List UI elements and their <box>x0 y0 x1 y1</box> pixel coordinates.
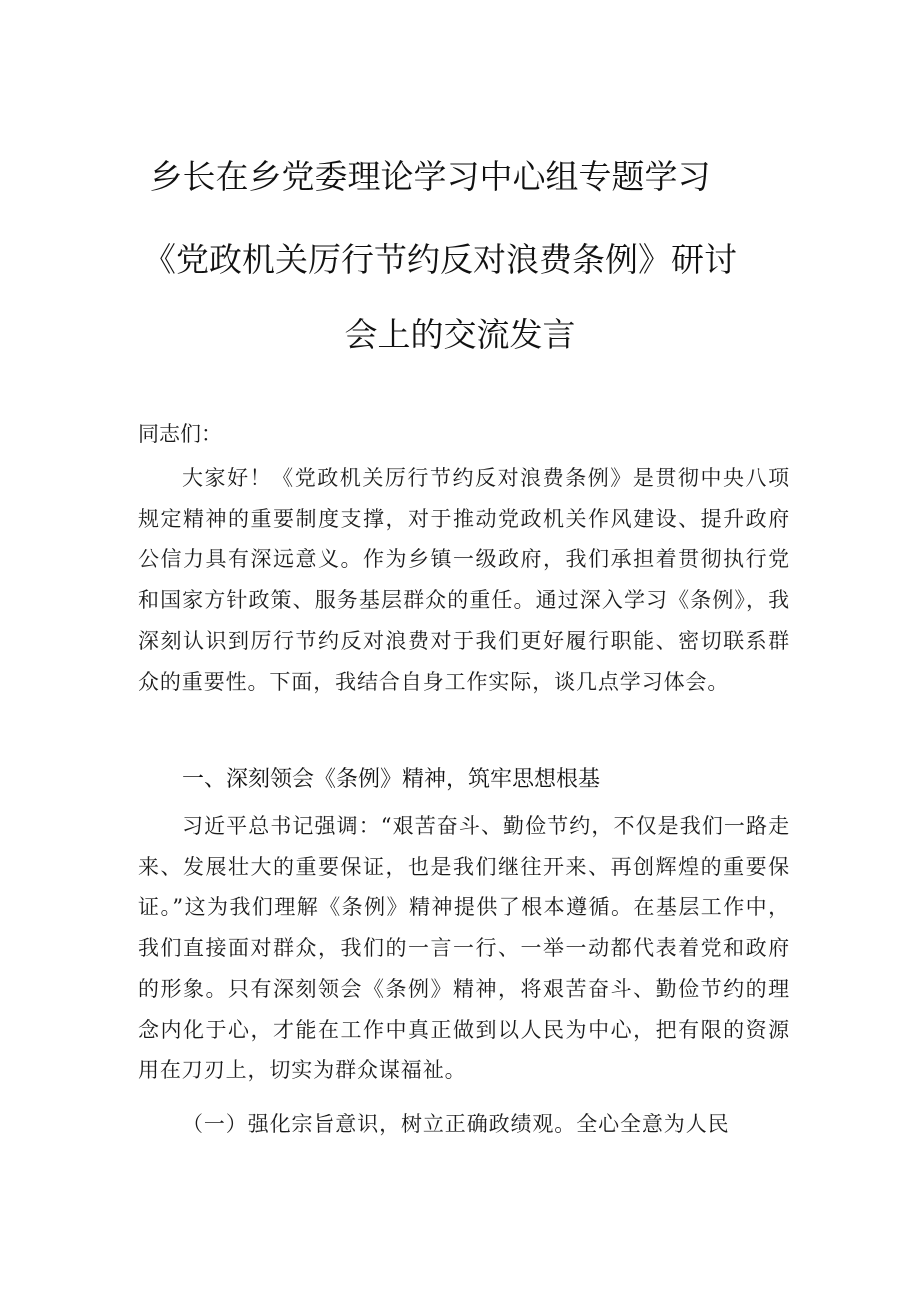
document-title-line-3: 会上的交流发言 <box>344 315 576 354</box>
document-title-line-1: 乡长在乡党委理论学习中心组专题学习 <box>149 157 711 196</box>
body-paragraph-2: 习近平总书记强调：“艰苦奋斗、勤俭节约，不仅是我们一路走来、发展壮大的重要保证，也是我们继往开来、再创辉煌的重要保证。”这为我们理解《条例》精神提供了根本遵循。在基层工作中，我们直接面对群众，我们的一言一行、一举一动都代表着党和政府的形象。只有深刻领会《条例》精神，将艰苦奋斗、勤俭节约的理念内化于心，才能在工作中真正做到以人民为中心，把有限的资源用在刀刃上，切实为群众谋福祉。 <box>138 814 790 1083</box>
subsection-paragraph-1: （一）强化宗旨意识，树立正确政绩观。全心全意为人民 <box>182 1112 730 1136</box>
salutation: 同志们： <box>138 422 222 446</box>
document-title-line-2: 《党政机关厉行节约反对浪费条例》研讨 <box>143 240 737 279</box>
intro-paragraph: 大家好！《党政机关厉行节约反对浪费条例》是贯彻中央八项规定精神的重要制度支撑，对于推动党政机关作风建设、提升政府公信力具有深远意义。作为乡镇一级政府，我们承担着贯彻执行党和国家方针政策、服务基层群众的重任。通过深入学习《条例》，我深刻认识到厉行节约反对浪费对于我们更好履行职能、密切联系群众的重要性。下面，我结合自身工作实际，谈几点学习体会。 <box>138 466 790 694</box>
section-heading-1: 一、深刻领会《条例》精神，筑牢思想根基 <box>182 767 601 792</box>
